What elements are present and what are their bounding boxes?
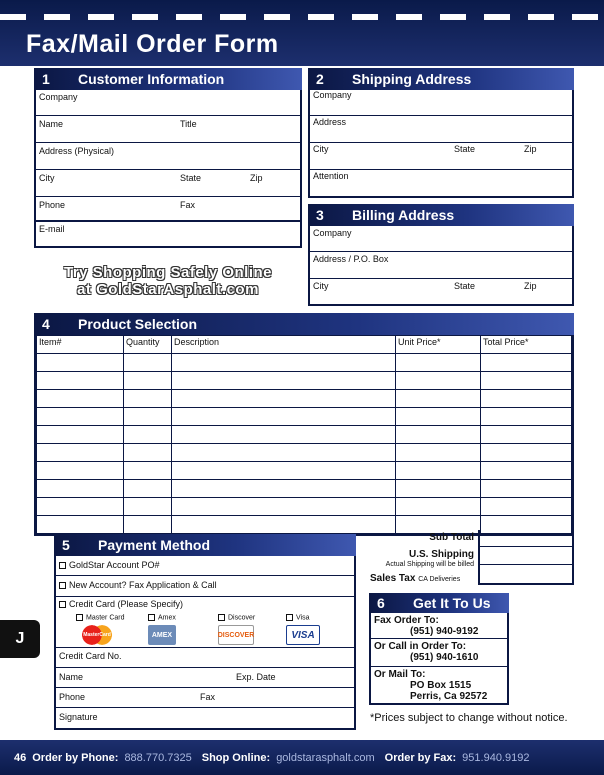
field-label: State [454,281,476,291]
field-label: Address (Physical) [39,146,115,156]
product-cell[interactable] [396,444,481,462]
field-label: Address [313,117,347,127]
product-row [37,480,572,498]
card-name-field[interactable] [56,668,354,688]
option-label: New Account? Fax Application & Call [69,580,217,590]
footer-fax: 951.940.9192 [462,751,530,764]
credit-card-option[interactable] [56,597,354,648]
subtotal-label: Sub Total [429,532,474,543]
product-cell[interactable] [481,426,572,444]
section-tab: J [0,620,40,658]
product-rows [37,354,572,534]
product-cell[interactable] [124,372,172,390]
checkbox[interactable] [286,614,293,621]
promo-line: Try Shopping Safely Online [63,264,273,281]
contact-label: Or Mail To: [374,669,426,680]
field-label: Zip [524,144,537,154]
field-label: Phone [59,692,86,702]
field-label: Fax [200,692,216,702]
shipping-section-header [308,68,574,90]
sales-tax-text: Sales Tax [370,573,416,584]
product-cell[interactable] [124,408,172,426]
product-cell[interactable] [37,372,124,390]
fax-order-row [371,613,507,639]
column-header: Total Price* [481,336,572,354]
field-label: Company [313,90,352,100]
product-cell[interactable] [396,462,481,480]
product-row [37,354,572,372]
field-label: Fax [180,200,196,210]
product-cell[interactable] [37,408,124,426]
column-header: Description [172,336,396,354]
section-title: Shipping Address [352,71,472,87]
product-cell[interactable] [124,390,172,408]
product-cell[interactable] [172,444,396,462]
section-title: Customer Information [78,71,225,87]
sales-tax-note: CA Deliveries [418,576,461,583]
product-cell[interactable] [124,480,172,498]
billing-fields [308,226,574,306]
product-section-header [34,313,574,335]
column-header: Unit Price* [396,336,481,354]
checkbox[interactable] [148,614,155,621]
mastercard-logo-icon: MasterCard [80,625,114,645]
product-cell[interactable] [481,354,572,372]
checkbox[interactable] [59,582,66,589]
product-cell[interactable] [172,498,396,516]
fax-number: (951) 940-9192 [410,626,479,637]
card-phone-field[interactable] [56,688,354,708]
page-footer [0,740,604,775]
product-cell[interactable] [124,462,172,480]
promo-text [34,264,302,298]
ship-address-field[interactable] [310,116,572,143]
field-label: Name [39,119,64,129]
product-cell[interactable] [172,480,396,498]
shipping-label: U.S. Shipping [409,549,474,560]
field-label: State [454,144,476,154]
product-row [37,444,572,462]
payment-section-header [54,534,356,556]
product-cell[interactable] [396,390,481,408]
phone-field[interactable] [36,197,300,224]
field-label: Name [59,672,84,682]
sales-tax-label [370,573,460,584]
field-label: Zip [250,173,263,183]
product-cell[interactable] [481,444,572,462]
product-cell[interactable] [172,516,396,534]
field-label: Zip [524,281,537,291]
subtotal-field[interactable] [480,530,572,547]
product-cell[interactable] [124,426,172,444]
footer-label: Order by Fax: [384,751,457,764]
checkbox[interactable] [218,614,225,621]
city-field[interactable] [36,170,300,197]
product-cell[interactable] [481,390,572,408]
product-row [37,408,572,426]
product-row [37,372,572,390]
product-cell[interactable] [172,408,396,426]
customer-fields [34,90,302,222]
billing-section [308,204,574,306]
section-title: Payment Method [98,537,211,553]
goldstar-account-option[interactable] [56,556,354,576]
field-label: State [180,173,202,183]
ship-city-field[interactable] [310,143,572,170]
product-cell[interactable] [37,390,124,408]
option-label: Credit Card (Please Specify) [69,599,184,609]
product-row [37,426,572,444]
credit-card-number-field[interactable] [56,648,354,668]
get-it-to-us-section [369,593,509,705]
product-cell[interactable] [172,390,396,408]
product-cell[interactable] [396,372,481,390]
mail-order-row [371,667,507,703]
customer-section [34,68,302,248]
visa-logo-icon: VISA [286,625,320,645]
header-dash-line [0,14,604,20]
totals-boxes [478,530,574,585]
bill-address-field[interactable] [310,252,572,279]
checkbox[interactable] [59,601,66,608]
card-label: Amex [158,614,176,622]
product-cell[interactable] [37,426,124,444]
payment-fields [54,556,356,730]
column-header: Item# [37,336,124,354]
field-label: City [313,144,329,154]
field-label: Company [313,228,352,238]
discover-logo-icon: DISCOVER [218,625,254,645]
field-label: Phone [39,200,66,210]
page-number: 46 [14,751,27,764]
field-label: City [39,173,55,183]
product-cell[interactable] [396,408,481,426]
amex-logo-icon: AMEX [148,625,176,645]
checkbox[interactable] [59,562,66,569]
section-title: Get It To Us [413,595,491,611]
shipping-note: Actual Shipping will be billed [385,561,474,568]
mail-address-line: PO Box 1515 [410,680,472,691]
shipping-section [308,68,574,198]
payment-section [54,534,356,730]
product-cell[interactable] [172,354,396,372]
product-cell[interactable] [396,498,481,516]
shipping-fields [308,90,574,198]
product-cell[interactable] [124,354,172,372]
product-row [37,390,572,408]
section-title: Billing Address [352,207,455,223]
product-section [34,313,574,536]
product-cell[interactable] [481,372,572,390]
card-label: Discover [228,614,256,622]
product-cell[interactable] [481,480,572,498]
product-cell[interactable] [124,498,172,516]
product-cell[interactable] [396,480,481,498]
section-number: 6 [377,595,385,611]
product-cell[interactable] [481,498,572,516]
field-label: Credit Card No. [59,651,122,661]
product-table [36,335,572,534]
name-field[interactable] [36,116,300,143]
section-number: 4 [42,316,50,332]
price-disclaimer: *Prices subject to change without notice. [370,712,568,724]
totals-block [368,530,574,585]
product-header-row [37,336,572,354]
product-table-wrap [34,335,574,536]
product-cell[interactable] [481,462,572,480]
promo-line: at GoldStarAsphalt.com [77,281,259,298]
customer-section-header [34,68,302,90]
section-number: 3 [316,207,324,223]
new-account-option[interactable] [56,576,354,597]
field-label: Signature [59,712,98,722]
product-row [37,462,572,480]
company-field[interactable] [36,90,300,116]
get-it-to-us-header [369,593,509,613]
ship-company-field[interactable] [310,90,572,116]
product-cell[interactable] [37,480,124,498]
email-field[interactable] [34,222,302,248]
footer-label: Shop Online: [201,751,271,764]
product-cell[interactable] [37,498,124,516]
field-label: Title [180,119,197,129]
product-cell[interactable] [37,516,124,534]
address-field[interactable] [36,143,300,170]
field-label: Address / P.O. Box [313,254,389,264]
checkbox[interactable] [76,614,83,621]
card-label: Master Card [86,614,125,622]
option-label: GoldStar Account PO# [69,560,160,570]
billing-section-header [308,204,574,226]
contact-label: Fax Order To: [374,615,439,626]
product-cell[interactable] [481,408,572,426]
signature-field[interactable] [56,708,354,728]
column-header: Quantity [124,336,172,354]
field-label: E-mail [39,224,65,234]
section-number: 2 [316,71,324,87]
sales-tax-field[interactable] [480,565,572,582]
phone-number: (951) 940-1610 [410,652,479,663]
field-label: City [313,281,329,291]
ship-attention-field[interactable] [310,170,572,196]
footer-website-link[interactable]: goldstarasphalt.com [276,751,375,764]
product-cell[interactable] [124,444,172,462]
product-cell[interactable] [37,444,124,462]
product-row [37,498,572,516]
product-cell[interactable] [124,516,172,534]
product-cell[interactable] [37,354,124,372]
footer-label: Order by Phone: [32,751,119,764]
contact-label: Or Call in Order To: [374,641,467,652]
product-cell[interactable] [396,354,481,372]
footer-phone: 888.770.7325 [124,751,192,764]
product-cell[interactable] [37,462,124,480]
contact-info [369,613,509,705]
field-label: Exp. Date [236,672,276,682]
product-cell[interactable] [172,372,396,390]
shipping-field[interactable] [480,547,572,565]
mail-address-line: Perris, Ca 92572 [410,691,488,702]
section-number: 5 [62,537,70,553]
field-label: Company [39,92,78,102]
section-number: 1 [42,71,50,87]
bill-company-field[interactable] [310,226,572,252]
form-title: Fax/Mail Order Form [26,30,279,58]
product-cell[interactable] [172,462,396,480]
card-label: Visa [296,614,310,622]
field-label: Attention [313,171,349,181]
product-cell[interactable] [172,426,396,444]
call-order-row [371,639,507,667]
section-title: Product Selection [78,316,198,332]
bill-city-field[interactable] [310,279,572,304]
product-cell[interactable] [396,426,481,444]
